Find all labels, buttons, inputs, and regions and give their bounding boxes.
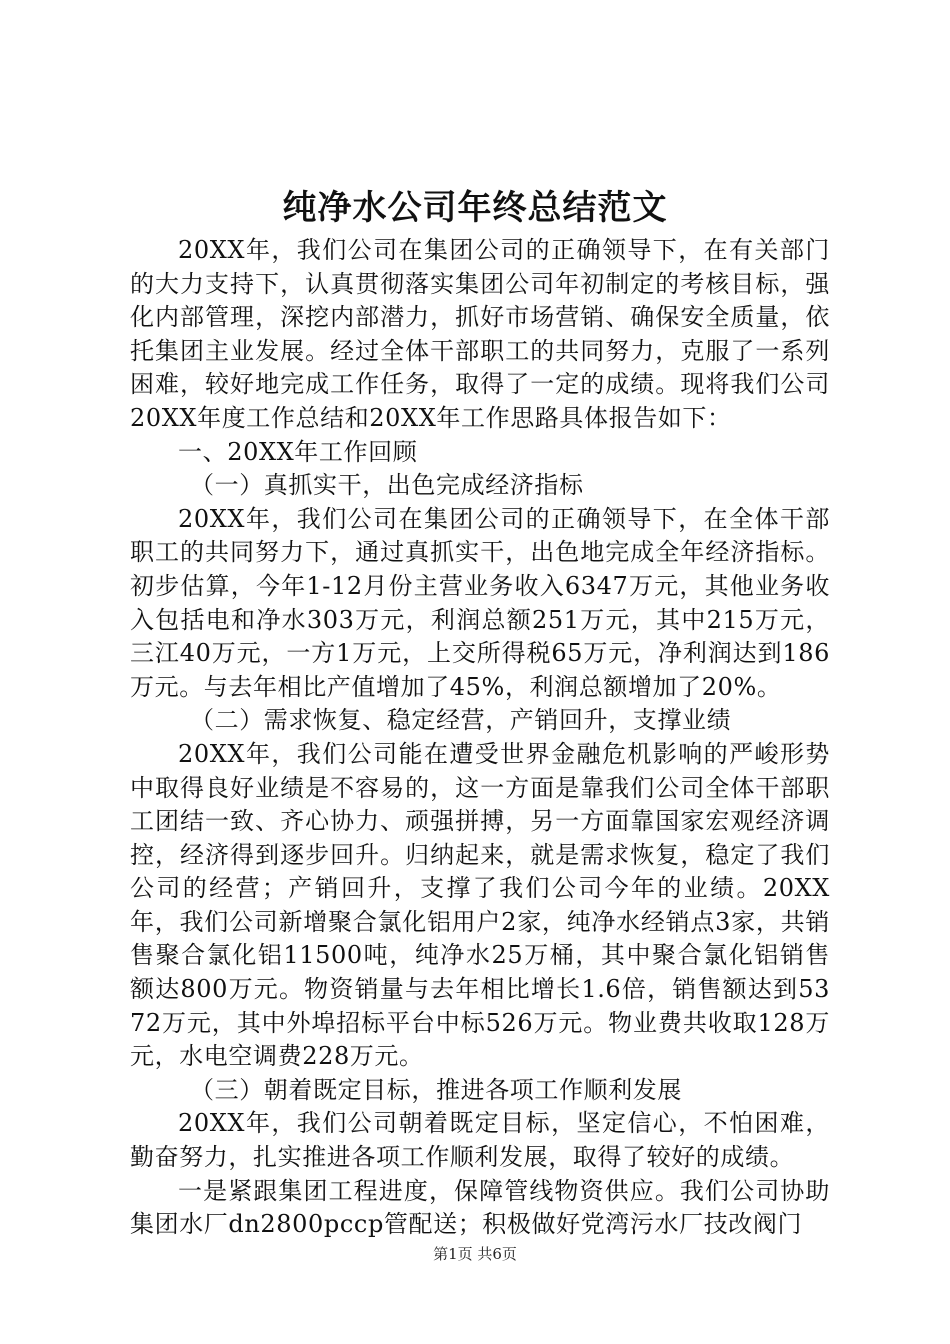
page-footer: 第1页 共6页 — [433, 1245, 517, 1263]
paragraph-demand-recovery: 20XX年，我们公司能在遭受世界金融危机影响的严峻形势中取得良好业绩是不容易的，这一方面是靠我们公司全体干部职工团结一致、齐心协力、顽强拼搏，另一方面靠国家宏观经济调控，经济得到逐步回升。归纳起来，就是需求恢复，稳定了我们公司的经营；产销回升，支撑了我们公司今年的业绩。20XX年，我们公司新增聚合氯化铝用户2家，纯净水经销点3家，共销售聚合氯化铝11500吨，纯净水25万桶，其中聚合氯化铝销售额达800万元。物资销量与去年相比增长1.6倍，销售额达到5372万元，其中外埠招标平台中标526万元。物业费共收取128万元，水电空调费228万元。 — [130, 739, 830, 1071]
subheading-demand-recovery: （二）需求恢复、稳定经营，产销回升，支撑业绩 — [190, 706, 732, 735]
document-title: 纯净水公司年终总结范文 — [282, 188, 668, 228]
paragraph-pipeline-supply: 一是紧跟集团工程进度，保障管线物资供应。我们公司协助集团水厂dn2800pccp管配送；积极做好党湾污水厂技改阀门 — [130, 1176, 830, 1239]
subheading-economic-indicators: （一）真抓实干，出色完成经济指标 — [190, 471, 584, 500]
paragraph-intro: 20XX年，我们公司在集团公司的正确领导下，在有关部门的大力支持下，认真贯彻落实集团公司年初制定的考核目标，强化内部管理，深挖内部潜力，抓好市场营销、确保安全质量，依托集团主业发展。经过全体干部职工的共同努力，克服了一系列困难，较好地完成工作任务，取得了一定的成绩。现将我们公司20XX年度工作总结和20XX年工作思路具体报告如下： — [130, 236, 830, 432]
document-body — [130, 234, 830, 1242]
subheading-targets: （三）朝着既定目标，推进各项工作顺利发展 — [190, 1075, 682, 1104]
section-heading-review: 一、20XX年工作回顾 — [178, 437, 418, 466]
paragraph-targets: 20XX年，我们公司朝着既定目标，坚定信心，不怕困难，勤奋努力，扎实推进各项工作顺利发展，取得了较好的成绩。 — [130, 1109, 830, 1172]
paragraph-economic-indicators: 20XX年，我们公司在集团公司的正确领导下，在全体干部职工的共同努力下，通过真抓实干，出色地完成全年经济指标。初步估算，今年1-12月份主营业务收入6347万元，其他业务收入包括电和净水303万元，利润总额251万元，其中215万元，三江40万元，一方1万元，上交所得税65万元，净利润达到186万元。与去年相比产值增加了45%，利润总额增加了20%。 — [130, 504, 830, 701]
